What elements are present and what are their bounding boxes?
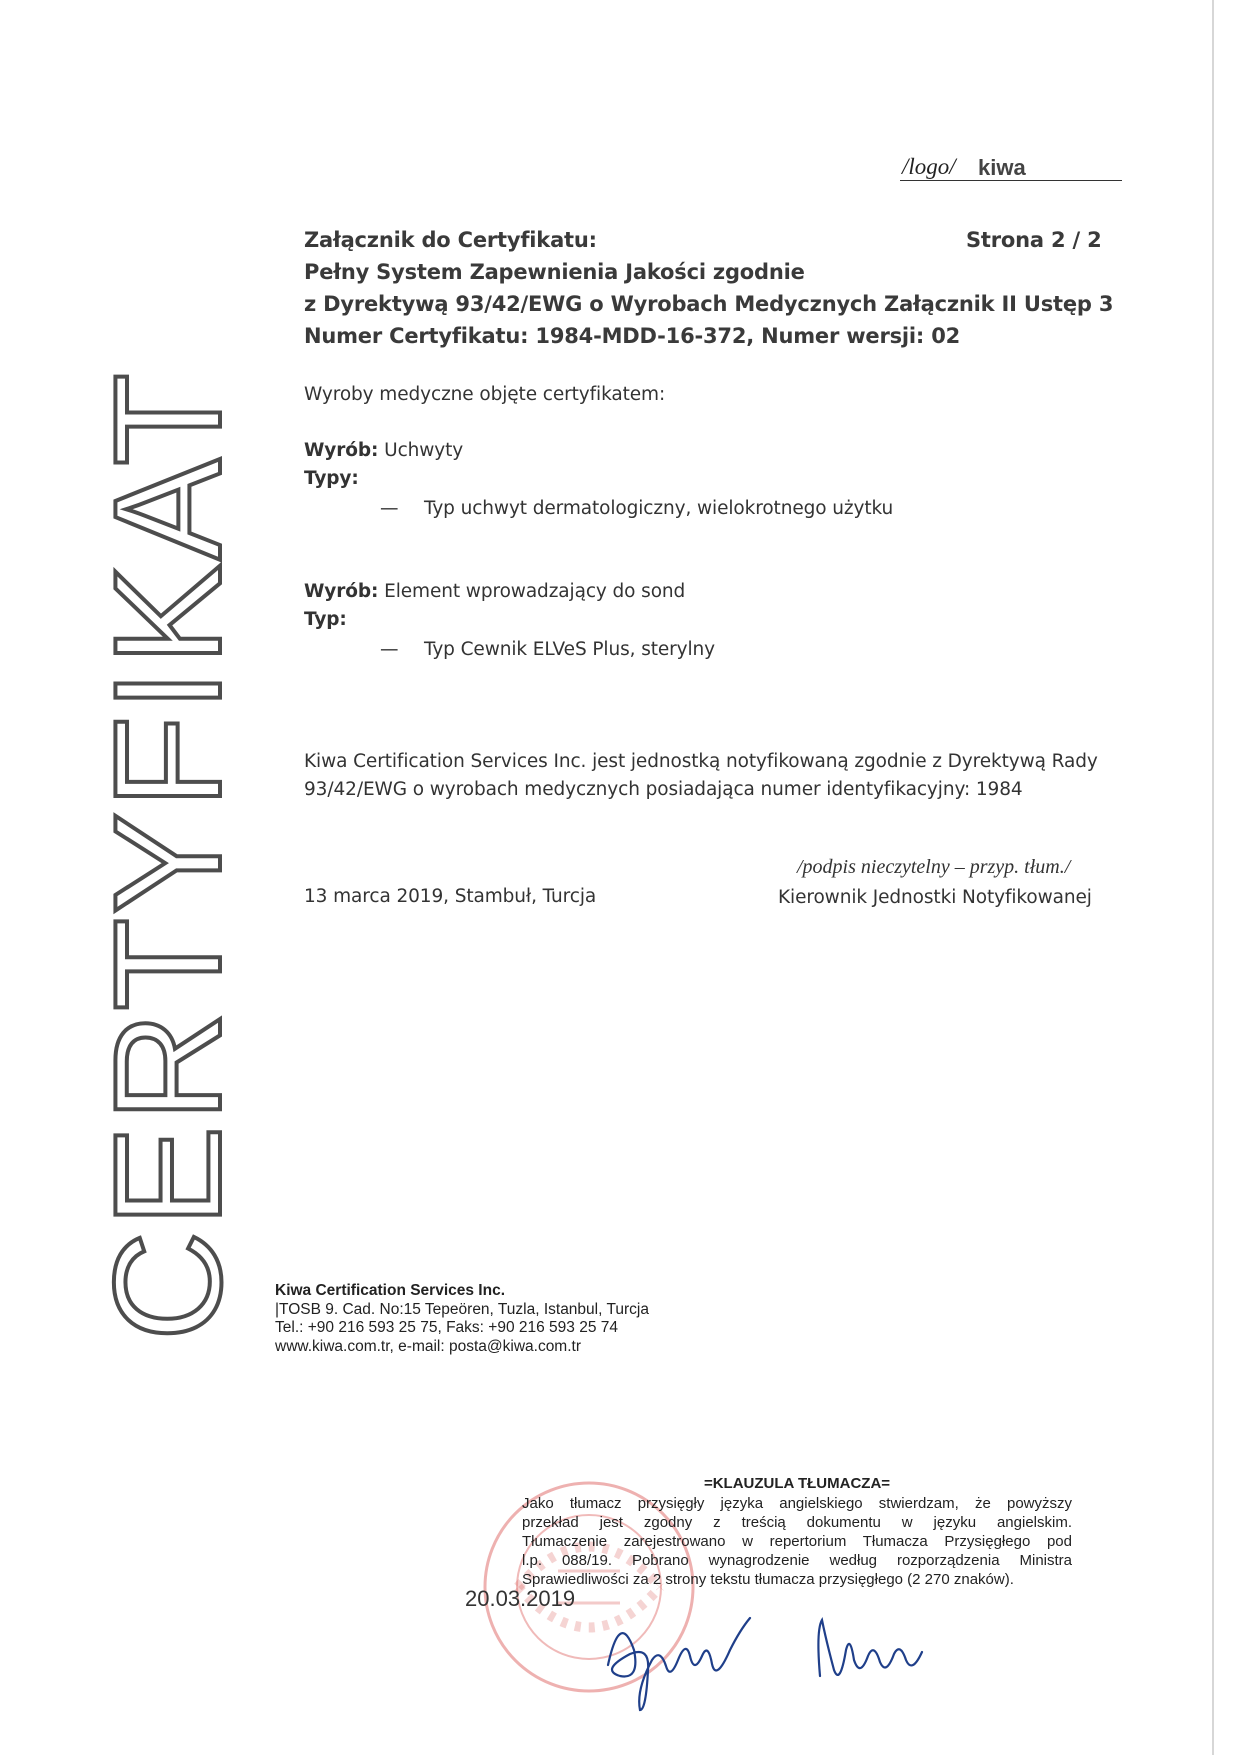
logo-placeholder: /logo/ (902, 154, 956, 179)
clause-text (522, 1494, 1072, 1589)
clause-line: Tłumaczenie zarejestrowano w repertorium Tłumacza Przysięgłego pod (522, 1533, 1072, 1550)
product-name: Element wprowadzający do sond (384, 581, 686, 602)
header-title: Załącznik do Certyfikatu: (304, 228, 597, 252)
product-1-type: Typ uchwyt dermatologiczny, wielokrotnego użytku (424, 498, 894, 519)
scan-edge (1212, 0, 1214, 1755)
product-2-types-label: Typ: (304, 609, 347, 630)
header-line-2: Pełny System Zapewnienia Jakości zgodnie (304, 260, 805, 284)
clause-line: Jako tłumacz przysięgły języka angielskiego stwierdzam, że powyższy (522, 1495, 1072, 1512)
product-1-dash: — (380, 498, 399, 519)
page-number: Strona 2 / 2 (966, 228, 1102, 252)
signature-note: /podpis nieczytelny – przyp. tłum./ (797, 856, 1071, 878)
product-2-row (304, 581, 685, 602)
date-place: 13 marca 2019, Stambuł, Turcja (304, 886, 597, 907)
clause-date: 20.03.2019 (465, 1586, 576, 1611)
header-line-4: Numer Certyfikatu: 1984-MDD-16-372, Numer wersji: 02 (304, 324, 961, 348)
address-phone: Tel.: +90 216 593 25 75, Faks: +90 216 593 25 74 (275, 1319, 618, 1336)
logo-brand: kiwa (978, 155, 1026, 180)
product-label: Wyrób: (304, 440, 379, 461)
product-1-types-label: Typy: (304, 468, 359, 489)
address-street: |TOSB 9. Cad. No:15 Tepeören, Tuzla, Istanbul, Turcja (275, 1300, 649, 1318)
header-line-3: z Dyrektywą 93/42/EWG o Wyrobach Medycznych Załącznik II Ustęp 3 (304, 292, 1114, 316)
address-block (275, 1282, 649, 1356)
address-company: Kiwa Certification Services Inc. (275, 1282, 506, 1299)
notified-body-line-1: Kiwa Certification Services Inc. jest jednostką notyfikowaną zgodnie z Dyrektywą Rady (304, 751, 1098, 772)
signature-role: Kierownik Jednostki Notyfikowanej (778, 887, 1092, 908)
clause-line: l.p. 088/19. Pobrano wynagrodzenie według rozporządzenia Ministra (522, 1552, 1072, 1569)
handwritten-signature (590, 1590, 950, 1720)
certyfikat-vertical-title: CERTYFIKAT (83, 369, 253, 1341)
product-2-dash: — (380, 639, 399, 660)
product-label: Wyrób: (304, 581, 379, 602)
clause-line: przekład jest zgodny z treścią dokumentu w języku angielskim. (522, 1514, 1072, 1531)
address-web: www.kiwa.com.tr, e-mail: posta@kiwa.com.tr (275, 1337, 581, 1355)
product-name: Uchwyty (384, 440, 464, 461)
products-intro: Wyroby medyczne objęte certyfikatem: (304, 384, 666, 405)
clause-title: =KLAUZULA TŁUMACZA= (703, 1475, 891, 1492)
notified-body-line-2: 93/42/EWG o wyrobach medycznych posiadająca numer identyfikacyjny: 1984 (304, 779, 1023, 800)
product-2-type: Typ Cewnik ELVeS Plus, sterylny (424, 639, 716, 660)
product-1-row (304, 440, 463, 461)
clause-line: Sprawiedliwości za 2 strony tekstu tłumacza przysięgłego (2 270 znaków). (522, 1571, 1014, 1588)
